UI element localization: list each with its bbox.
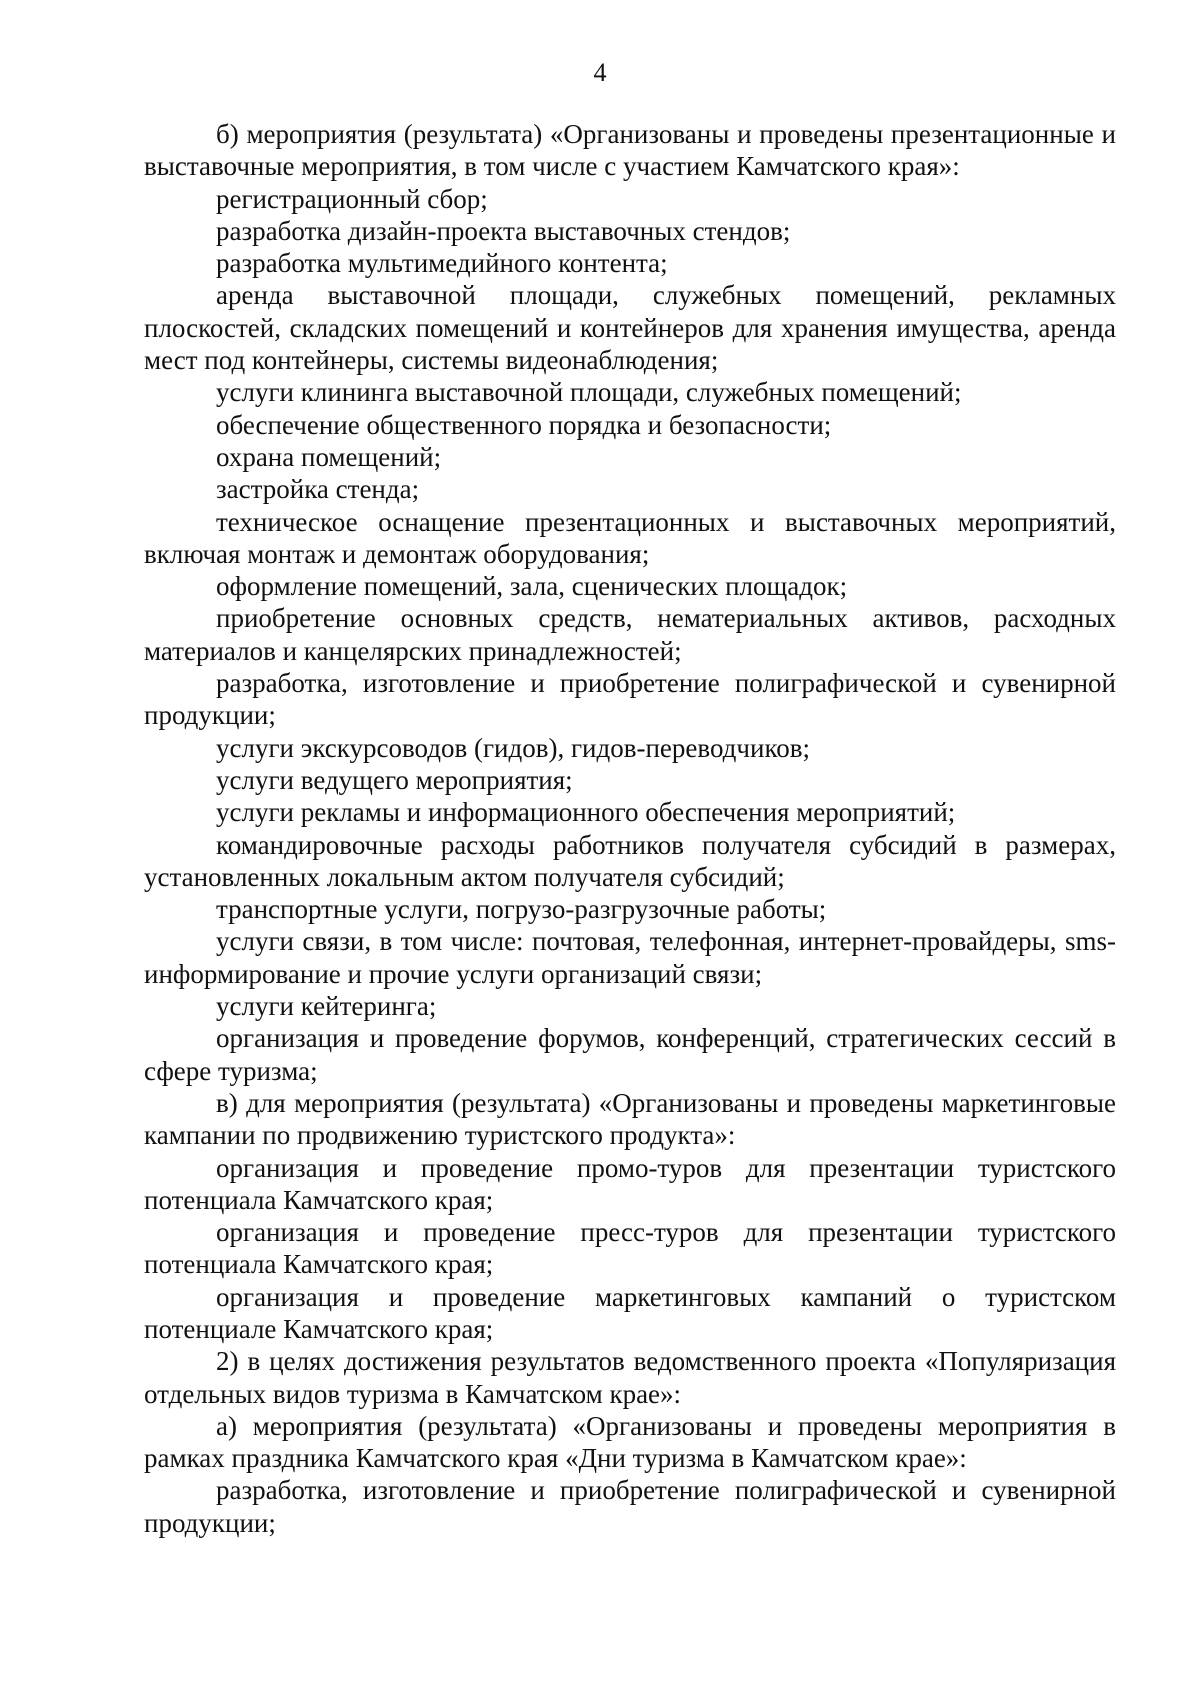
paragraph-14: услуги экскурсоводов (гидов), гидов-переводчиков; xyxy=(216,732,810,763)
paragraph-6: услуги клининга выставочной площади, служебных помещений; xyxy=(216,377,962,408)
paragraph-20: услуги кейтеринга; xyxy=(216,991,437,1022)
document-body xyxy=(144,118,1116,1539)
paragraph-28: разработка, изготовление и приобретение полиграфической и сувенирной продукции; xyxy=(144,1475,1116,1538)
paragraph-4: разработка мультимедийного контента; xyxy=(216,248,668,279)
paragraph-19: услуги связи, в том числе: почтовая, телефонная, интернет-провайдеры, sms-информирование и прочие услуги организаций связи; xyxy=(144,926,1116,989)
paragraph-25: организация и проведение маркетинговых кампаний о туристском потенциале Камчатского края; xyxy=(144,1281,1116,1344)
paragraph-5: аренда выставочной площади, служебных помещений, рекламных плоскостей, складских помещений и контейнеров для хранения имущества, аренда мест под контейнеры, системы видеонаблюдения; xyxy=(144,280,1116,376)
paragraph-11: оформление помещений, зала, сценических площадок; xyxy=(216,571,848,602)
paragraph-9: застройка стенда; xyxy=(216,474,420,505)
paragraph-13: разработка, изготовление и приобретение полиграфической и сувенирной продукции; xyxy=(144,668,1116,731)
paragraph-22: в) для мероприятия (результата) «Организованы и проведены маркетинговые кампании по продвижению туристского продукта»: xyxy=(144,1087,1116,1151)
paragraph-8: охрана помещений; xyxy=(216,441,442,472)
paragraph-26: 2) в целях достижения результатов ведомственного проекта «Популяризация отдельных видов туризма в Камчатском крае»: xyxy=(144,1346,1116,1409)
paragraph-3: разработка дизайн-проекта выставочных стендов; xyxy=(216,215,791,246)
paragraph-1: б) мероприятия (результата) «Организованы и проведены презентационные и выставочные мероприятия, в том числе с участием Камчатского края»: xyxy=(144,119,1116,182)
paragraph-15: услуги ведущего мероприятия; xyxy=(216,764,573,795)
paragraph-12: приобретение основных средств, нематериальных активов, расходных материалов и канцелярских принадлежностей; xyxy=(144,603,1116,666)
paragraph-18: транспортные услуги, погрузо-разгрузочные работы; xyxy=(216,894,827,925)
paragraph-24: организация и проведение пресс-туров для презентации туристского потенциала Камчатского края; xyxy=(144,1217,1116,1280)
paragraph-17: командировочные расходы работников получателя субсидий в размерах, установленных локальным актом получателя субсидий; xyxy=(144,829,1116,892)
paragraph-27: а) мероприятия (результата) «Организованы и проведены мероприятия в рамках праздника Камчатского края «Дни туризма в Камчатском крае»: xyxy=(144,1410,1116,1474)
paragraph-2: регистрационный сбор; xyxy=(216,183,488,214)
page-number: 4 xyxy=(593,58,607,87)
paragraph-10: техническое оснащение презентационных и выставочных мероприятий, включая монтаж и демонтаж оборудования; xyxy=(144,506,1116,569)
paragraph-16: услуги рекламы и информационного обеспечения мероприятий; xyxy=(216,797,956,828)
paragraph-21: организация и проведение форумов, конференций, стратегических сессий в сфере туризма; xyxy=(144,1023,1116,1086)
paragraph-7: обеспечение общественного порядка и безопасности; xyxy=(216,409,832,440)
paragraph-23: организация и проведение промо-туров для презентации туристского потенциала Камчатского края; xyxy=(144,1152,1116,1215)
